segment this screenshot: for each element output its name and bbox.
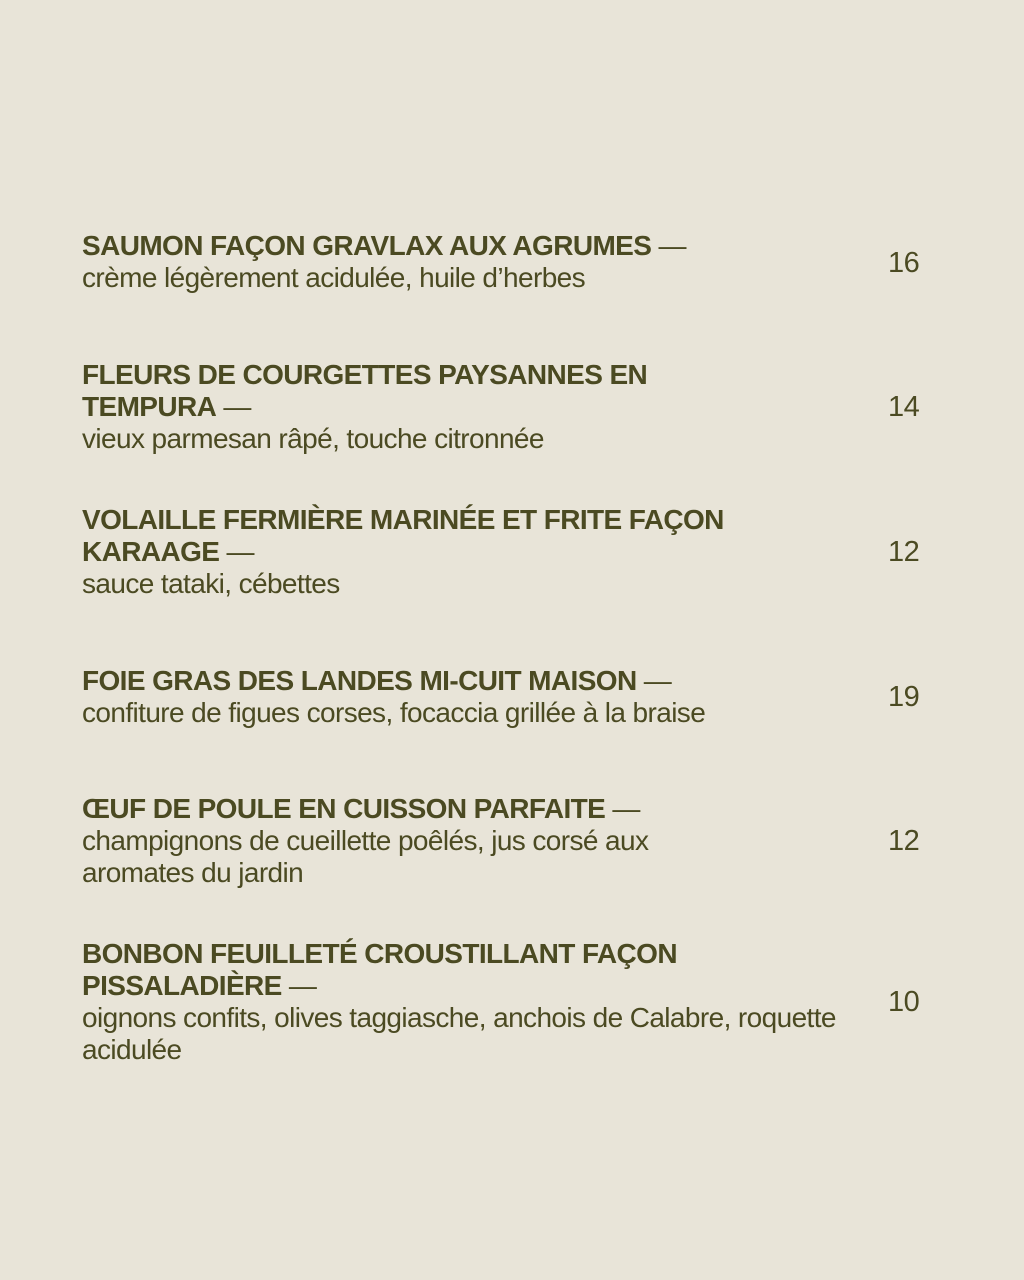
dish-price: 16 <box>888 247 920 279</box>
menu-item <box>82 230 842 294</box>
dish-name: FOIE GRAS DES LANDES MI-CUIT MAISON — <box>82 665 672 696</box>
dish-name: ŒUF DE POULE EN CUISSON PARFAITE — <box>82 793 640 824</box>
dish-description: champignons de cueillette poêlés, jus corsé aux aromates du jardin <box>82 825 649 888</box>
dish-dash: — <box>216 391 251 422</box>
dish-price: 19 <box>888 681 920 713</box>
menu-item <box>82 665 842 729</box>
dish-name: SAUMON FAÇON GRAVLAX AUX AGRUMES — <box>82 230 686 261</box>
dish-name: VOLAILLE FERMIÈRE MARINÉE ET FRITE FAÇON KARAAGE — <box>82 504 724 567</box>
dish-price: 12 <box>888 825 920 857</box>
dish-dash: — <box>651 230 686 261</box>
dish-description: confiture de figues corses, focaccia grillée à la braise <box>82 697 706 728</box>
dish-description: sauce tataki, cébettes <box>82 568 340 599</box>
dish-dash: — <box>636 665 672 696</box>
dish-price: 12 <box>888 536 920 568</box>
menu-item <box>82 793 842 889</box>
dish-description: crème légèrement acidulée, huile d’herbes <box>82 262 586 293</box>
menu-item <box>82 359 842 455</box>
dish-name: BONBON FEUILLETÉ CROUSTILLANT FAÇON PISSALADIÈRE — <box>82 938 677 1001</box>
dish-description: vieux parmesan râpé, touche citronnée <box>82 423 544 454</box>
menu-item <box>82 504 842 600</box>
dish-price: 10 <box>888 986 920 1018</box>
dish-dash: — <box>605 793 640 824</box>
menu-item <box>82 938 842 1066</box>
dish-dash: — <box>219 536 254 567</box>
dish-dash: — <box>281 970 317 1001</box>
dish-description: oignons confits, olives taggiasche, anchois de Calabre, roquette acidulée <box>82 1002 836 1065</box>
dish-name: FLEURS DE COURGETTES PAYSANNES EN TEMPURA — <box>82 359 648 422</box>
dish-price: 14 <box>888 391 920 423</box>
